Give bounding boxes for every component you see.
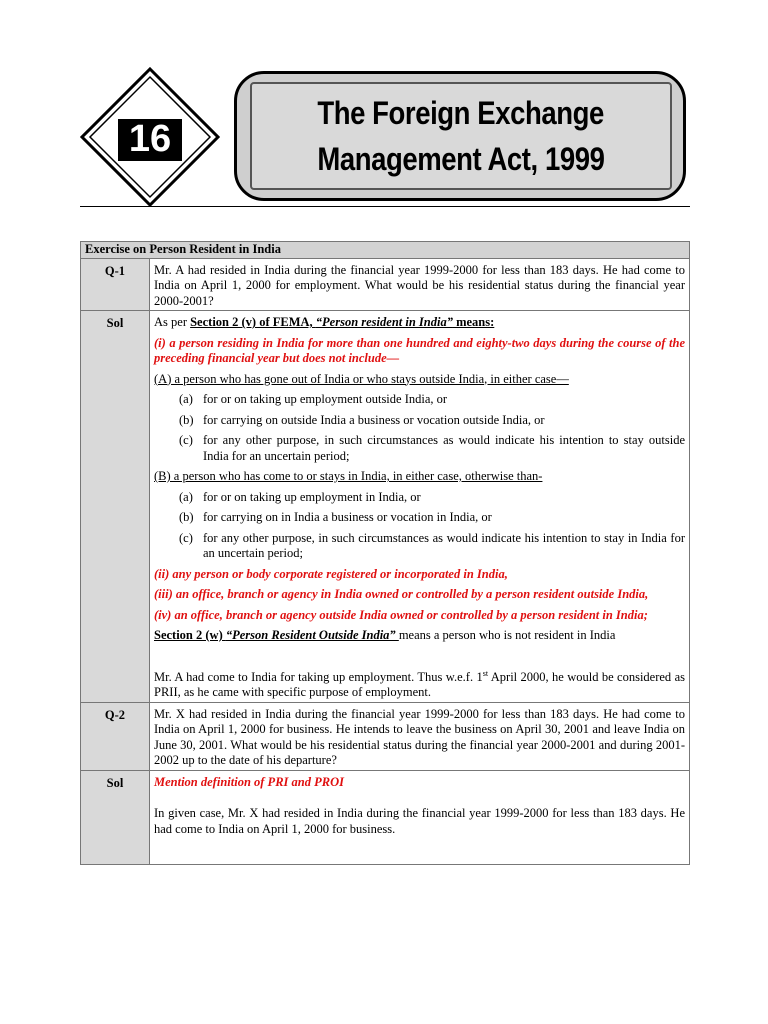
table-row [81,702,690,770]
question-text: Mr. X had resided in India during the financial year 1999-2000 for less than 183 days. He had come to India on April 1, 2000 for business. He intends to leave the business on April 30, 2001 and leave India on June 30, 2001. What would be his residential status during the financial year 2000-2001 and during 2001-2002 up to the date of his departure? [150,702,690,770]
table-row [81,311,690,703]
intro-suffix: means: [452,315,495,329]
table-row [81,258,690,311]
header-divider [80,206,690,207]
chapter-title-line-2: Management Act, 1999 [317,141,605,177]
clause-iii: (iii) an office, branch or agency in India owned or controlled by a person resident outside India, [154,587,649,601]
list-marker: (a) [179,392,193,406]
conclusion-text: Mr. A had come to India for taking up employment. Thus w.e.f. 1 [154,669,483,684]
list-text: for or on taking up employment outside India, or [203,392,448,406]
table-header: Exercise on Person Resident in India [81,242,690,259]
list-marker: (b) [179,412,194,427]
ordinal-suffix: st [482,668,489,678]
chapter-badge [80,67,220,207]
list-text: for or on taking up employment in India, or [203,489,421,504]
list-item [179,413,685,429]
list-marker: (b) [179,510,194,524]
chapter-number: 16 [128,118,172,160]
definition-intro [154,315,685,331]
list-marker: (c) [179,433,193,447]
section-reference: Section 2 (w) [154,628,226,642]
intro-prefix: As per [154,315,191,329]
solution-text: In given case, Mr. X had resided in India during the financial year 1999-2000 for less than 183 days. He had come to India on April 1, 2000 for business. [154,806,685,836]
list-item [179,490,685,506]
defined-term: “Person resident in India” [315,315,453,329]
list-item [179,510,685,526]
clause-i: (i) a person residing in India for more than one hundred and eighty-two days during the course of the preceding financial year but does not include— [154,335,685,365]
definition-text: means a person who is not resident in India [398,628,616,642]
clause-iv: (iv) an office, branch or agency outside India owned or controlled by a person resident in India; [154,607,648,622]
solution-body [150,311,690,703]
solution-conclusion [154,670,685,701]
chapter-title-line-1: The Foreign Exchange [317,95,605,131]
table-row [81,770,690,864]
clause-ii: (ii) any person or body corporate registered or incorporated in India, [154,566,508,581]
conclusion-text: April 2000, he would be considered as PRII, as he came with specific purpose of employment. [154,669,685,699]
solution-note: Mention definition of PRI and PROI [154,774,344,789]
list-text: for any other purpose, in such circumstances as would indicate his intention to stay outside India for an uncertain period; [203,433,685,463]
list-text: for carrying on outside India a business or vocation outside India, or [203,412,545,427]
solution-body [150,770,690,864]
clause-b: (B) a person who has come to or stays in India, in either case, otherwise than- [154,469,543,483]
table-header-row [81,242,690,259]
question-text: Mr. A had resided in India during the financial year 1999-2000 for less than 183 days. He had come to India on April 1, 2000 for employment. What would be his residential status during the financial year 2000-2001? [150,258,690,311]
list-item [179,392,685,408]
list-item [179,433,685,464]
list-marker: (c) [179,530,193,545]
defined-term: “Person Resident Outside India” [225,628,399,642]
clause-a: (A) a person who has gone out of India or who stays outside India, in either case— [154,371,569,386]
question-label: Q-2 [81,702,150,770]
list-item [179,531,685,562]
chapter-title [250,82,672,190]
solution-label: Sol [81,311,150,703]
list-marker: (a) [179,489,193,504]
question-label: Q-1 [81,258,150,311]
definition-proi [154,628,685,644]
section-reference: Section 2 (v) of FEMA, [190,315,316,329]
exercise-table [80,241,690,865]
list-text: for any other purpose, in such circumstances as would indicate his intention to stay in India for an uncertain period; [203,530,685,560]
solution-label: Sol [81,770,150,864]
list-text: for carrying on in India a business or vocation in India, or [203,510,492,524]
